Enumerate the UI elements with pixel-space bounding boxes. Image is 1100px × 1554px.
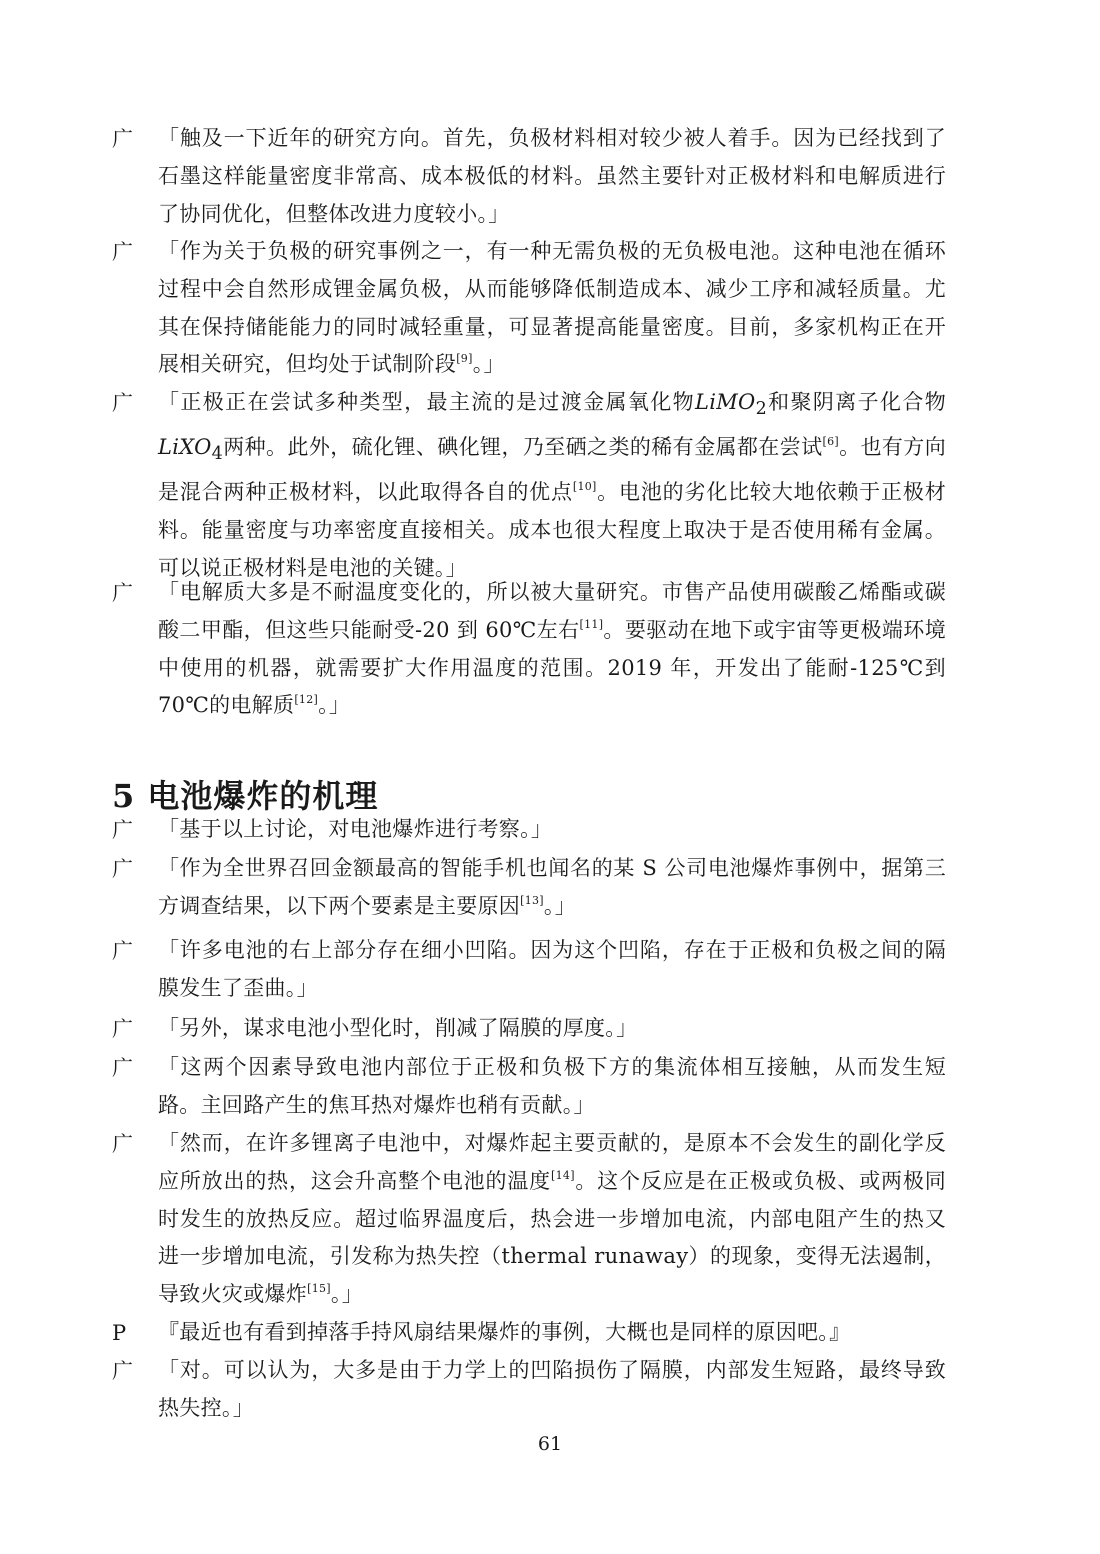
citation-superscript: [10] xyxy=(572,479,597,493)
dialogue-entry xyxy=(112,574,952,725)
dialogue-text xyxy=(158,1010,946,1048)
dialogue-text xyxy=(158,384,946,587)
speaker-label: 广 xyxy=(112,581,133,605)
speaker-label: 广 xyxy=(112,127,133,151)
chemical-formula: LiMO xyxy=(694,390,756,414)
formula-subscript: 2 xyxy=(755,399,767,420)
text-run: 「许多电池的右上部分存在细小凹陷。因为这个凹陷，存在于正极和负极之间的隔膜发生了歪曲。」 xyxy=(158,938,946,1000)
speaker-label: 广 xyxy=(112,1056,133,1080)
text-run: 「然而，在许多锂离子电池中，对爆炸起主要贡献的，是原本不会发生的副化学反应所放出的热，这会升高整个电池的温度 xyxy=(158,1131,946,1193)
text-run: 「这两个因素导致电池内部位于正极和负极下方的集流体相互接触，从而发生短路。主回路产生的焦耳热对爆炸也稍有贡献。」 xyxy=(158,1055,946,1117)
text-run: 「另外，谋求电池小型化时，削减了隔膜的厚度。」 xyxy=(158,1016,638,1040)
dialogue-entry xyxy=(112,1049,952,1125)
dialogue-entry xyxy=(112,1352,952,1428)
formula-subscript: 4 xyxy=(211,444,224,465)
dialogue-entry xyxy=(112,1125,952,1314)
text-run: 「作为全世界召回金额最高的智能手机也闻名的某 S 公司电池爆炸事例中，据第三方调查结果，以下两个要素是主要原因 xyxy=(158,856,946,918)
speaker-label: P xyxy=(112,1321,127,1345)
dialogue-text xyxy=(158,1049,946,1125)
text-run: 『最近也有看到掉落手持风扇结果爆炸的事例，大概也是同样的原因吧。』 xyxy=(158,1320,851,1344)
speaker-label: 广 xyxy=(112,939,133,963)
citation-superscript: [15] xyxy=(307,1282,331,1296)
dialogue-entry xyxy=(112,233,952,384)
citation-superscript: [14] xyxy=(551,1168,575,1182)
speaker-label: 广 xyxy=(112,818,133,842)
speaker-label: 广 xyxy=(112,1132,133,1156)
dialogue-entry xyxy=(112,120,952,233)
citation-superscript: [6] xyxy=(822,434,839,448)
speaker-label: 广 xyxy=(112,1359,133,1383)
dialogue-text xyxy=(158,932,946,1008)
section-heading: 5 电池爆炸的机理 xyxy=(112,777,379,815)
text-run: 「对。可以认为，大多是由于力学上的凹陷损伤了隔膜，内部发生短路，最终导致热失控。」 xyxy=(158,1358,946,1420)
text-run: 「正极正在尝试多种类型，最主流的是过渡金属氧化物 xyxy=(158,390,695,414)
citation-superscript: [11] xyxy=(579,617,604,631)
text-run: 。要驱动在地下或宇宙等更极端环境中使用的机器，就需要扩大作用温度的范围。2019 年，开发出了能耐-125℃到 70℃的电解质 xyxy=(158,617,946,718)
text-run: 。这个反应是在正极或负极、或两极同时发生的放热反应。超过临界温度后，热会进一步增加电流，内部电阻产生的热又进一步增加电流，引发称为热失控（thermal runaway）的现象，变得无法遏制，导致火灾或爆炸 xyxy=(158,1168,946,1307)
citation-superscript: [12] xyxy=(294,693,319,707)
dialogue-text xyxy=(158,850,946,926)
dialogue-entry xyxy=(112,384,952,587)
dialogue-entry xyxy=(112,1314,952,1352)
text-run: 「电解质大多是不耐温度变化的，所以被大量研究。市售产品使用碳酸乙烯酯或碳酸二甲酯，但这些只能耐受-20 到 60℃左右 xyxy=(158,580,946,642)
dialogue-text xyxy=(158,120,946,233)
citation-superscript: [13] xyxy=(520,893,544,907)
dialogue-entry xyxy=(112,811,952,849)
dialogue-entry xyxy=(112,932,952,1008)
speaker-label: 广 xyxy=(112,857,133,881)
dialogue-text xyxy=(158,233,946,384)
dialogue-text xyxy=(158,574,946,725)
dialogue-text xyxy=(158,1125,946,1314)
text-run: 。也有方向是混合两种正极材料，以此取得各自的优点 xyxy=(158,434,946,504)
dialogue-text xyxy=(158,811,946,849)
chemical-formula: LiXO xyxy=(158,434,212,459)
speaker-label: 广 xyxy=(112,1017,133,1041)
text-run: 。」 xyxy=(318,693,351,718)
dialogue-entry xyxy=(112,850,952,926)
speaker-label: 广 xyxy=(112,240,133,264)
speaker-label: 广 xyxy=(112,391,133,415)
page-number: 61 xyxy=(537,1433,563,1455)
dialogue-text xyxy=(158,1314,946,1352)
text-run: 「作为关于负极的研究事例之一，有一种无需负极的无负极电池。这种电池在循环过程中会自然形成锂金属负极，从而能够降低制造成本、减少工序和减轻质量。尤其在保持储能能力的同时减轻重量，可显著提高能量密度。目前，多家机构正在开展相关研究，但均处于试制阶段 xyxy=(158,239,946,377)
text-run: 「基于以上讨论，对电池爆炸进行考察。」 xyxy=(158,817,553,841)
text-run: 两种。此外，硫化锂、碘化锂，乃至硒之类的稀有金属都在尝试 xyxy=(223,434,823,459)
text-run: 。」 xyxy=(330,1282,363,1307)
text-run: 。」 xyxy=(472,352,505,377)
citation-superscript: [9] xyxy=(456,352,473,366)
dialogue-entry xyxy=(112,1010,952,1048)
text-run: 。电池的劣化比较大地依赖于正极材料。能量密度与功率密度直接相关。成本也很大程度上取决于是否使用稀有金属。可以说正极材料是电池的关键。」 xyxy=(158,479,946,580)
text-run: 「触及一下近年的研究方向。首先，负极材料相对较少被人着手。因为已经找到了石墨这样能量密度非常高、成本极低的材料。虽然主要针对正极材料和电解质进行了协同优化，但整体改进力度较小。」 xyxy=(158,126,946,226)
dialogue-text xyxy=(158,1352,946,1428)
text-run: 。」 xyxy=(543,893,576,918)
text-run: 和聚阴离子化合物 xyxy=(767,390,946,414)
